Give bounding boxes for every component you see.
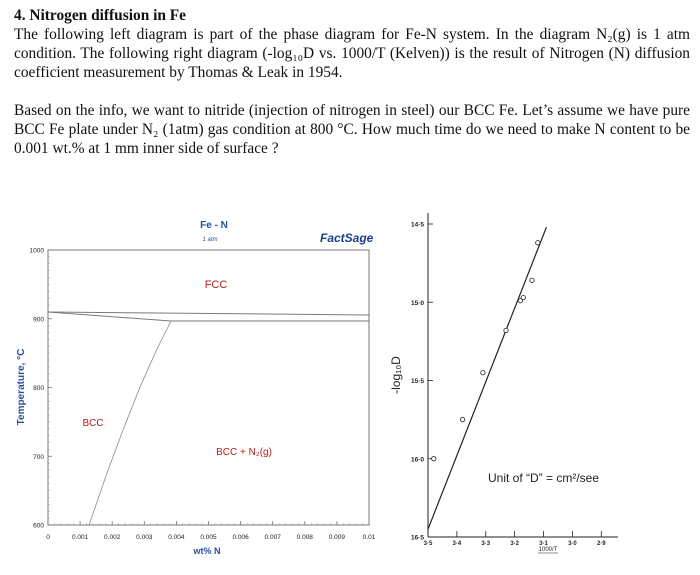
dp-x-tick-label: 3·0 [568, 541, 577, 547]
dp-x-tick-label: 3·5 [423, 541, 433, 547]
pd-x-tick-label: 0.008 [296, 534, 313, 541]
diffusion-unit-annotation: Unit of “D” = cm²/see [488, 471, 600, 485]
dp-y-tick-label: 16·0 [410, 456, 424, 464]
bcc-region-label: BCC [82, 418, 104, 429]
pd-x-tick-label: 0.007 [264, 534, 281, 541]
diffusion-data-point [530, 278, 534, 282]
pd-x-tick-label: 0.003 [136, 534, 153, 541]
factsage-logo [320, 228, 374, 245]
pd-y-tick-label: 800 [33, 385, 44, 392]
phase-diagram-frame [48, 250, 369, 525]
problem-statement [14, 6, 690, 158]
pd-x-tick-label: 0.004 [168, 534, 185, 541]
diffusion-plot-x-label [538, 547, 558, 553]
dp-y-tick-label: 15·0 [410, 299, 424, 307]
diffusion-plot [388, 205, 700, 573]
diffusion-plot-x-ticks [424, 531, 607, 547]
pd-y-tick-label: 600 [33, 522, 44, 530]
pd-x-tick-label: 0.01 [362, 534, 376, 541]
pd-y-tick-label: 700 [33, 453, 44, 461]
bcc-n2-region-label: BCC + N₂(g) [216, 447, 272, 458]
dp-y-tick-label: 16·5 [410, 534, 424, 542]
phase-diagram-y-label: Temperature, °C [16, 348, 27, 426]
pd-x-tick-label: 0.002 [104, 534, 121, 541]
diffusion-data-point [521, 295, 525, 299]
dp-x-tick-label: 3·2 [510, 541, 519, 547]
phase-diagram-subtitle: 1 atm [202, 237, 218, 243]
pd-x-tick-label: 0.001 [71, 534, 89, 541]
problem-paragraph-2: Based on the info, we want to nitride (injection of nitrogen in steel) our BCC Fe. Let’s assume we have pure BCC Fe plate under N₂ (1atm) gas condition at 800 °C. How much time do we need to make N content to be 0.001 wt.% at 1 mm inner side of surface ? [14, 102, 690, 157]
diffusion-plot-y-label: -log₁₀D [389, 356, 403, 394]
pd-x-tick-label: 0 [46, 534, 50, 541]
dp-x-tick-label: 2·9 [596, 541, 606, 547]
pd-x-tick-label: 0.006 [232, 534, 249, 541]
phase-diagram-x-ticks [46, 521, 376, 541]
fcc-upper-boundary [48, 312, 369, 315]
fcc-region-label: FCC [204, 279, 228, 291]
problem-paragraph-1: The following left diagram is part of the phase diagram for Fe-N system. In the diagram N₂(g) is 1 atm condition. The following right diagram (-log₁₀D vs. 1000/T (Kelven)) is the result of Nitrogen (N) diffusion coefficient measurement by Thomas & Leak in 1954. [14, 26, 690, 81]
dp-x-tick-label: 3·1 [539, 541, 548, 547]
pd-y-tick-label: 1000 [29, 247, 44, 255]
diffusion-plot-y-ticks [411, 222, 433, 542]
diffusion-data-point [504, 328, 508, 332]
phase-diagram-title: Fe - N [200, 220, 228, 231]
dp-y-tick-label: 14·5 [410, 221, 424, 229]
dp-y-tick-label: 15·5 [410, 378, 424, 385]
diffusion-plot-x-label-text: 1000/T [538, 547, 558, 553]
dp-x-tick-label: 3·3 [481, 541, 491, 547]
diffusion-data-point [432, 457, 436, 461]
phase-diagram-y-ticks [30, 248, 52, 530]
pd-x-tick-label: 0.005 [200, 534, 217, 541]
dp-x-tick-label: 3·4 [452, 541, 462, 547]
diffusion-data-point [536, 241, 540, 245]
diffusion-data-point [460, 417, 464, 421]
diffusion-data-point [481, 370, 485, 374]
phase-diagram [0, 205, 385, 573]
phase-diagram-x-label: wt% N [193, 546, 221, 556]
factsage-logo-text: FactSage [320, 231, 374, 245]
problem-title: 4. Nitrogen diffusion in Fe [14, 7, 187, 24]
pd-x-tick-label: 0.009 [328, 534, 346, 541]
pd-y-tick-label: 900 [33, 316, 44, 324]
diffusion-data-points [432, 241, 540, 461]
